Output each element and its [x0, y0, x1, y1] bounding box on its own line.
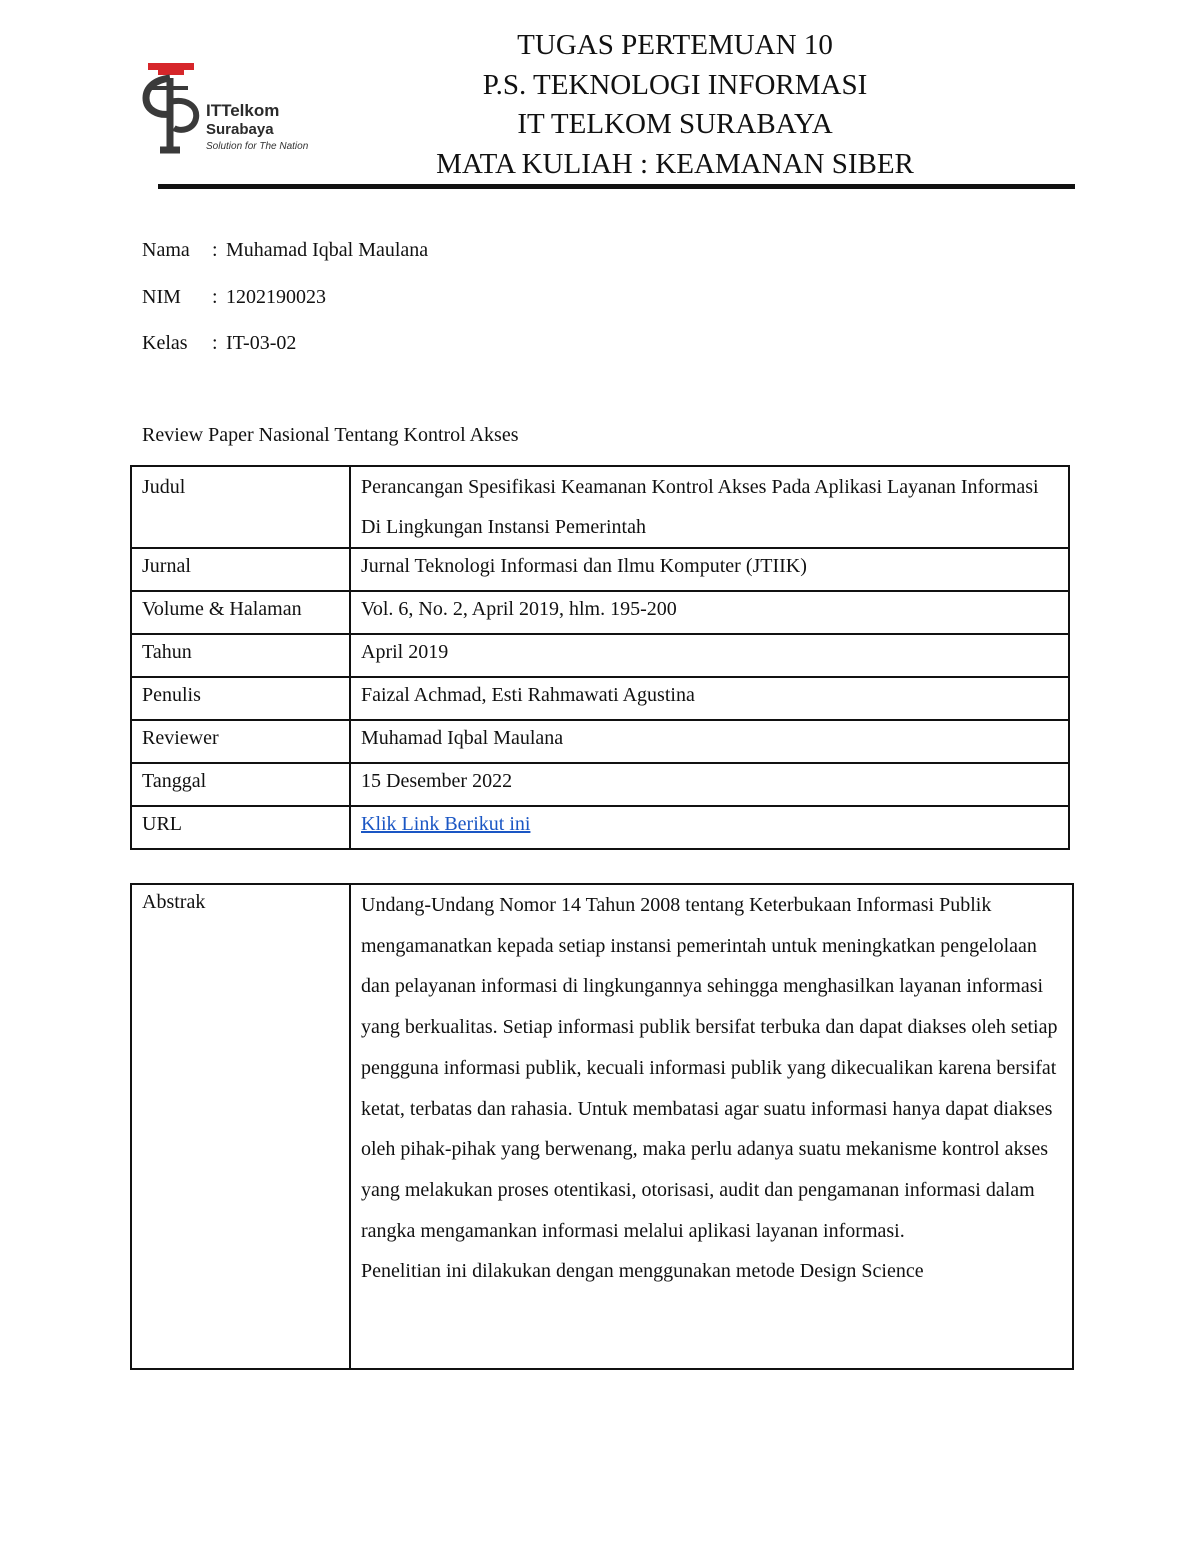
row-value: Perancangan Spesifikasi Keamanan Kontrol Akses Pada Aplikasi Layanan Informasi Di Lingkungan Instansi Pemerintah [350, 466, 1069, 548]
row-value: Vol. 6, No. 2, April 2019, hlm. 195-200 [350, 591, 1069, 634]
identity-value: Muhamad Iqbal Maulana [226, 239, 429, 261]
row-label: URL [131, 806, 350, 849]
logo-tagline: Solution for The Nation [206, 141, 309, 152]
row-label: Judul [131, 466, 350, 548]
abstract-paragraph: Undang-Undang Nomor 14 Tahun 2008 tentang Keterbukaan Informasi Publik mengamanatkan kepada setiap instansi pemerintah untuk meningkatkan pengelolaan dan pelayanan informasi di lingkungannya sehingga menghasilkan layanan informasi yang berkualitas. Setiap informasi publik bersifat terbuka dan dapat diakses oleh setiap pengguna informasi publik, kecuali informasi publik yang dikecualikan karena bersifat ketat, terbatas dan rahasia. Untuk membatasi agar suatu informasi hanya dapat diakses oleh pihak-pihak yang berwenang, maka perlu adanya suatu mekanisme kontrol akses yang melakukan proses otentikasi, otorisasi, audit dan pengamanan informasi dalam rangka mengamankan informasi melalui aplikasi layanan informasi. [361, 894, 1058, 1242]
table-row [131, 806, 1069, 849]
identity-row-class [142, 329, 428, 376]
paper-url-link[interactable]: Klik Link Berikut ini [361, 813, 531, 835]
ittelkom-emblem-icon [140, 58, 206, 158]
identity-value: 1202190023 [226, 285, 326, 308]
identity-separator: : [212, 239, 218, 261]
header-divider [158, 184, 1075, 189]
student-identity [142, 236, 428, 376]
abstract-table [130, 883, 1074, 1370]
paper-metadata-table [130, 465, 1070, 850]
row-value [350, 806, 1069, 849]
identity-label: Nama [142, 239, 190, 261]
abstract-paragraph: Penelitian ini dilakukan dengan menggunakan metode Design Science [361, 1260, 924, 1283]
header-line-course: MATA KULIAH : KEAMANAN SIBER [436, 147, 914, 180]
table-row [131, 634, 1069, 677]
row-label: Penulis [131, 677, 350, 720]
row-value: Faizal Achmad, Esti Rahmawati Agustina [350, 677, 1069, 720]
row-value: April 2019 [350, 634, 1069, 677]
document-header [340, 26, 1010, 184]
table-row [131, 591, 1069, 634]
table-row [131, 677, 1069, 720]
row-label: Tanggal [131, 763, 350, 806]
row-value: Muhamad Iqbal Maulana [350, 720, 1069, 763]
table-row [131, 548, 1069, 591]
row-value: Jurnal Teknologi Informasi dan Ilmu Komputer (JTIIK) [350, 548, 1069, 591]
identity-row-nim [142, 283, 428, 330]
row-label: Tahun [131, 634, 350, 677]
header-line-program: P.S. TEKNOLOGI INFORMASI [482, 68, 868, 101]
identity-label: Kelas [142, 332, 188, 354]
table-row [131, 884, 1073, 1369]
logo-city: Surabaya [206, 121, 274, 138]
row-value: 15 Desember 2022 [350, 763, 1069, 806]
logo-name: ITTelkom [206, 101, 280, 120]
table-row [131, 466, 1069, 548]
review-title: Review Paper Nasional Tentang Kontrol Akses [142, 424, 519, 446]
institution-logo [140, 58, 330, 158]
row-label: Jurnal [131, 548, 350, 591]
identity-label: NIM [142, 285, 181, 308]
identity-value: IT-03-02 [226, 332, 297, 354]
header-line-institution: IT TELKOM SURABAYA [517, 108, 833, 140]
identity-separator: : [212, 285, 218, 308]
table-row [131, 720, 1069, 763]
row-label: Volume & Halaman [131, 591, 350, 634]
row-label: Reviewer [131, 720, 350, 763]
identity-row-name [142, 236, 428, 283]
header-line-assignment: TUGAS PERTEMUAN 10 [517, 29, 833, 61]
identity-separator: : [212, 332, 218, 354]
table-row [131, 763, 1069, 806]
abstract-label: Abstrak [131, 884, 350, 1369]
abstract-text [350, 884, 1073, 1369]
